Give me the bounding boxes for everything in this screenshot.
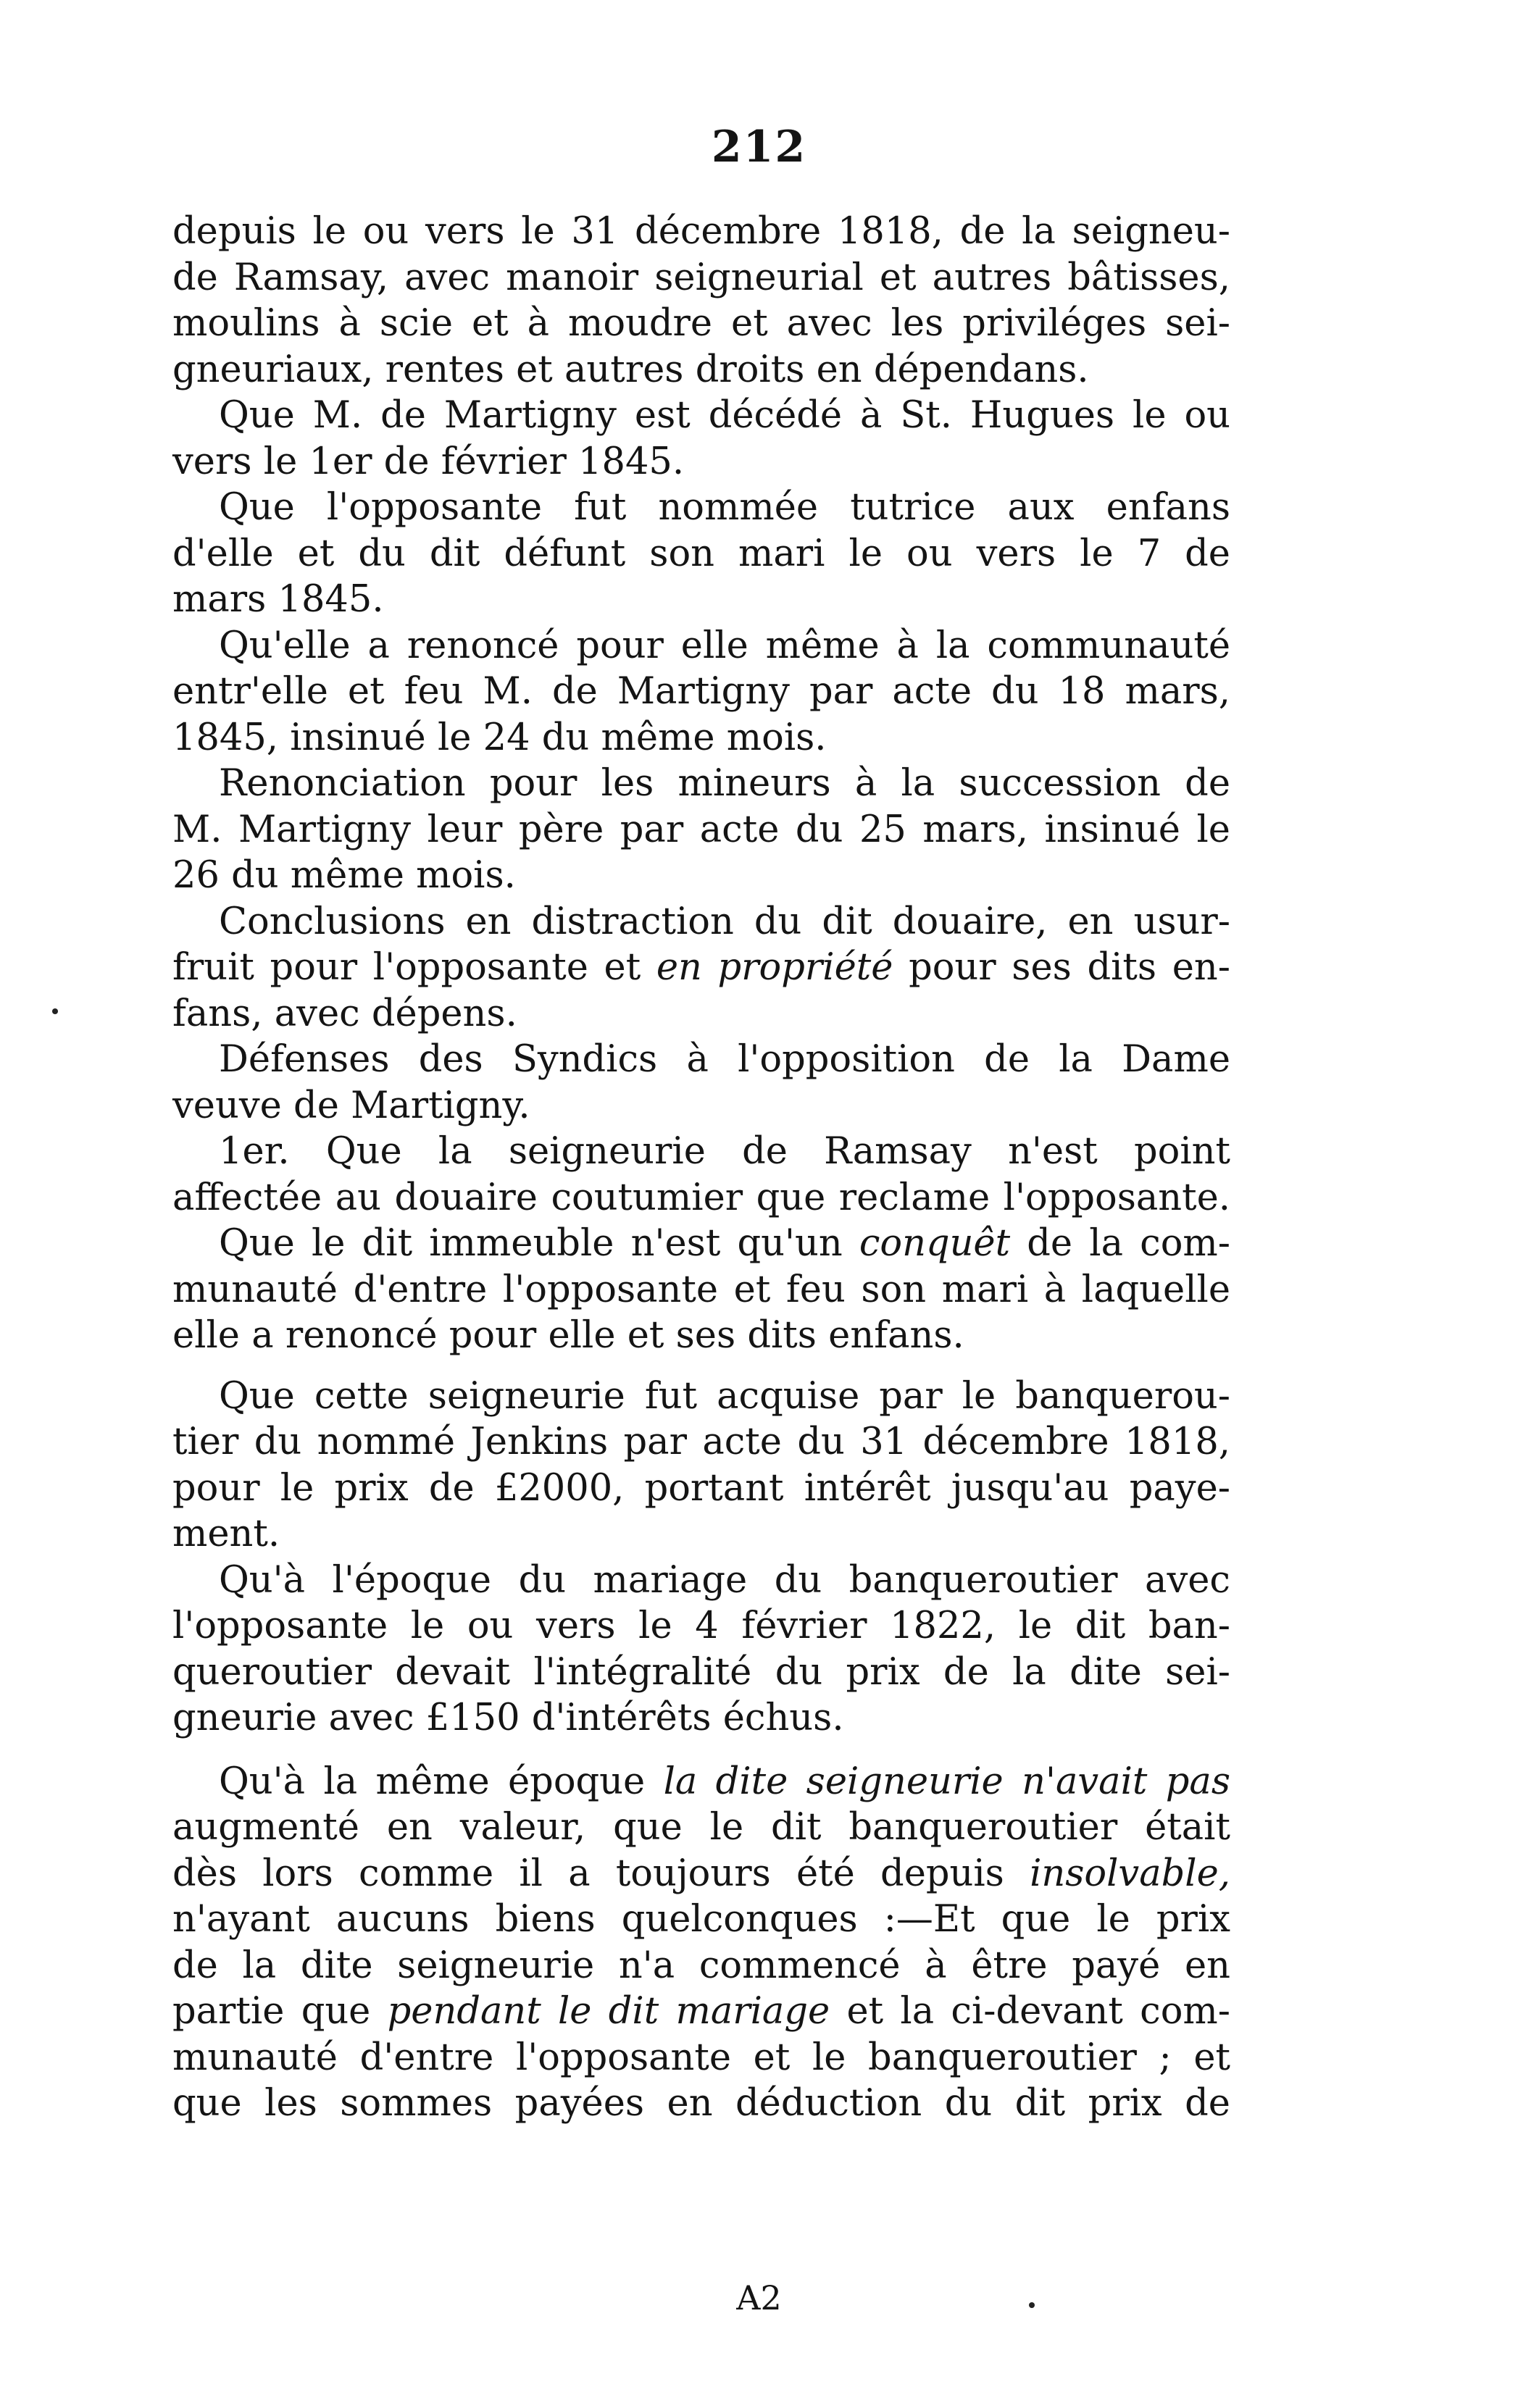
text-line: fans, avec dépens. bbox=[172, 992, 517, 1035]
text-line bbox=[172, 1989, 1230, 2035]
text-line: d'elle et du dit défunt son mari le ou vers le 7 de bbox=[172, 532, 1230, 575]
body-text bbox=[172, 209, 1230, 2127]
text-line: veuve de Martigny. bbox=[172, 1084, 530, 1127]
text-line bbox=[172, 945, 1230, 991]
page-number: 212 bbox=[711, 122, 807, 172]
text-line: Que cette seigneurie fut acquise par le banquerou- bbox=[219, 1374, 1230, 1418]
text-line: entr'elle et feu M. de Martigny par acte du 18 mars, bbox=[172, 670, 1230, 713]
text-line: M. Martigny leur père par acte du 25 mars, insinué le bbox=[172, 808, 1230, 851]
text-line: Que l'opposante fut nommée tutrice aux enfans bbox=[219, 486, 1230, 529]
text-line bbox=[172, 1851, 1230, 1897]
text-run: de la com- bbox=[1010, 1222, 1230, 1265]
text-line: elle a renoncé pour elle et ses dits enfans. bbox=[172, 1314, 964, 1357]
text-line: l'opposante le ou vers le 4 février 1822, le dit ban- bbox=[172, 1605, 1230, 1647]
paragraph-gap bbox=[172, 1742, 1230, 1759]
text-line: gneurie avec £150 d'intérêts échus. bbox=[172, 1697, 844, 1739]
italic-run: conquêt bbox=[859, 1222, 1011, 1265]
text-line: 26 du même mois. bbox=[172, 854, 516, 897]
text-run: Que le dit immeuble n'est qu'un bbox=[219, 1222, 859, 1265]
italic-run: pendant le dit mariage bbox=[387, 1990, 830, 2033]
text-run: partie que bbox=[172, 1990, 388, 2033]
margin-mark bbox=[52, 1008, 58, 1014]
paragraph-gap bbox=[172, 1359, 1230, 1374]
text-line: pour le prix de £2000, portant intérêt jusqu'au paye- bbox=[172, 1466, 1230, 1510]
italic-run: la dite seigneurie n'avait pas bbox=[663, 1760, 1230, 1803]
text-line: moulins à scie et à moudre et avec les priviléges sei- bbox=[172, 302, 1230, 345]
text-line: munauté d'entre l'opposante et feu son mari à laquelle bbox=[172, 1268, 1230, 1311]
text-line: augmenté en valeur, que le dit banqueroutier était bbox=[172, 1806, 1230, 1849]
text-line: mars 1845. bbox=[172, 578, 384, 621]
text-line: Défenses des Syndics à l'opposition de la Dame bbox=[219, 1038, 1230, 1081]
text-line: Conclusions en distraction du dit douaire, en usur- bbox=[219, 900, 1230, 943]
text-line: vers le 1er de février 1845. bbox=[172, 440, 685, 483]
text-line: de la dite seigneurie n'a commencé à être payé en bbox=[172, 1944, 1230, 1987]
text-line: 1845, insinué le 24 du même mois. bbox=[172, 716, 827, 759]
text-run: et la ci-devant com- bbox=[830, 1990, 1231, 2033]
text-run: fruit pour l'opposante et bbox=[172, 946, 656, 989]
text-line: Qu'elle a renoncé pour elle même à la communauté bbox=[219, 624, 1230, 667]
text-line: munauté d'entre l'opposante et le banqueroutier ; et bbox=[172, 2036, 1230, 2079]
text-line: Que M. de Martigny est décédé à St. Hugues le ou bbox=[219, 394, 1230, 437]
text-line bbox=[172, 1759, 1230, 1805]
text-line: ment. bbox=[172, 1513, 280, 1555]
text-line: de Ramsay, avec manoir seigneurial et autres bâtisses, bbox=[172, 256, 1230, 299]
text-run: Qu'à la même époque bbox=[219, 1760, 664, 1803]
text-line: Renonciation pour les mineurs à la succession de bbox=[219, 762, 1230, 805]
italic-run: en propriété bbox=[656, 946, 893, 989]
italic-run: insolvable, bbox=[1030, 1852, 1230, 1895]
text-line: affectée au douaire coutumier que reclame l'opposante. bbox=[172, 1176, 1230, 1219]
text-line: que les sommes payées en déduction du dit prix de bbox=[172, 2082, 1230, 2125]
text-line bbox=[172, 1221, 1230, 1267]
text-line: depuis le ou vers le 31 décembre 1818, de la seigneu- bbox=[172, 210, 1230, 253]
text-line: 1er. Que la seigneurie de Ramsay n'est point bbox=[219, 1130, 1230, 1173]
text-line: n'ayant aucuns biens quelconques :—Et que le prix bbox=[172, 1898, 1230, 1941]
signature-mark: A2 bbox=[736, 2278, 782, 2317]
text-run: dès lors comme il a toujours été depuis bbox=[172, 1852, 1030, 1895]
text-line: tier du nommé Jenkins par acte du 31 décembre 1818, bbox=[172, 1421, 1230, 1463]
text-line: Qu'à l'époque du mariage du banqueroutier avec bbox=[219, 1558, 1230, 1602]
text-line: gneuriaux, rentes et autres droits en dépendans. bbox=[172, 348, 1089, 391]
text-run: pour ses dits en- bbox=[893, 946, 1230, 989]
text-line: queroutier devait l'intégralité du prix de la dite sei- bbox=[172, 1650, 1230, 1694]
